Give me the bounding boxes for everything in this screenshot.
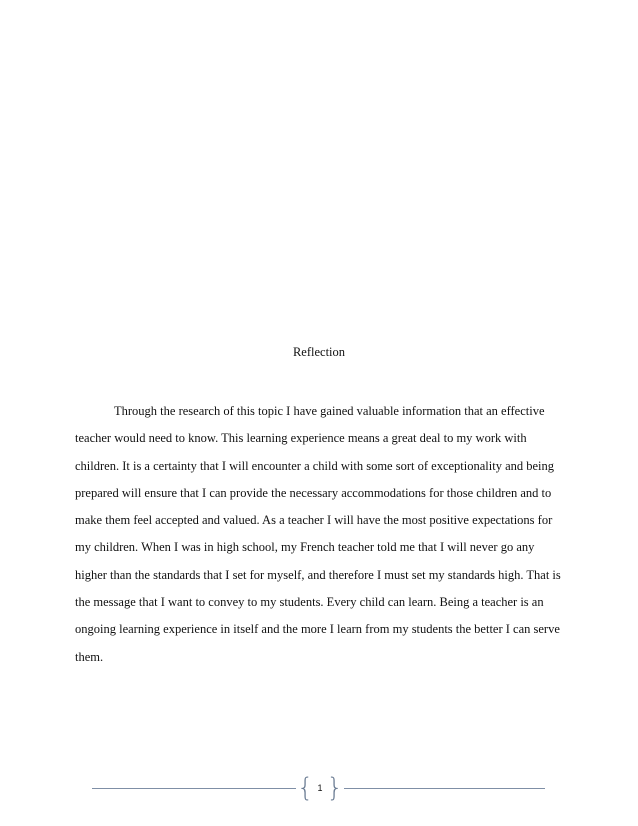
paragraph-line: Through the research of this topic I have gained valuable information that an effective — [114, 404, 545, 418]
footer-rule-left — [92, 788, 296, 789]
close-bracket-icon: } — [326, 773, 343, 803]
paragraph-line: my children. When I was in high school, my French teacher told me that I will never go any — [75, 540, 535, 555]
open-bracket-icon: { — [297, 773, 314, 803]
paragraph-line: higher than the standards that I set for myself, and therefore I must set my standards high. That is — [75, 567, 561, 582]
paragraph-line: prepared will ensure that I can provide the necessary accommodations for those children and to — [75, 485, 552, 500]
paragraph-line: them. — [75, 649, 104, 664]
reflection-paragraph — [75, 398, 561, 671]
page-title: Reflection — [292, 345, 346, 359]
page-number: 1 — [317, 783, 323, 793]
paragraph-line: ongoing learning experience in itself and the more I learn from my students the better I can serve — [75, 622, 560, 637]
page-footer — [92, 775, 545, 801]
page-number-box — [297, 775, 343, 801]
paragraph-line: make them feel accepted and valued. As a teacher I will have the most positive expectations for — [75, 513, 553, 528]
paragraph-line: the message that I want to convey to my students. Every child can learn. Being a teacher is an — [75, 595, 544, 610]
footer-rule-right — [344, 788, 545, 789]
paragraph-line: children. It is a certainty that I will encounter a child with some sort of exceptionality and being — [75, 458, 555, 473]
paragraph-line: teacher would need to know. This learning experience means a great deal to my work with — [75, 431, 527, 446]
